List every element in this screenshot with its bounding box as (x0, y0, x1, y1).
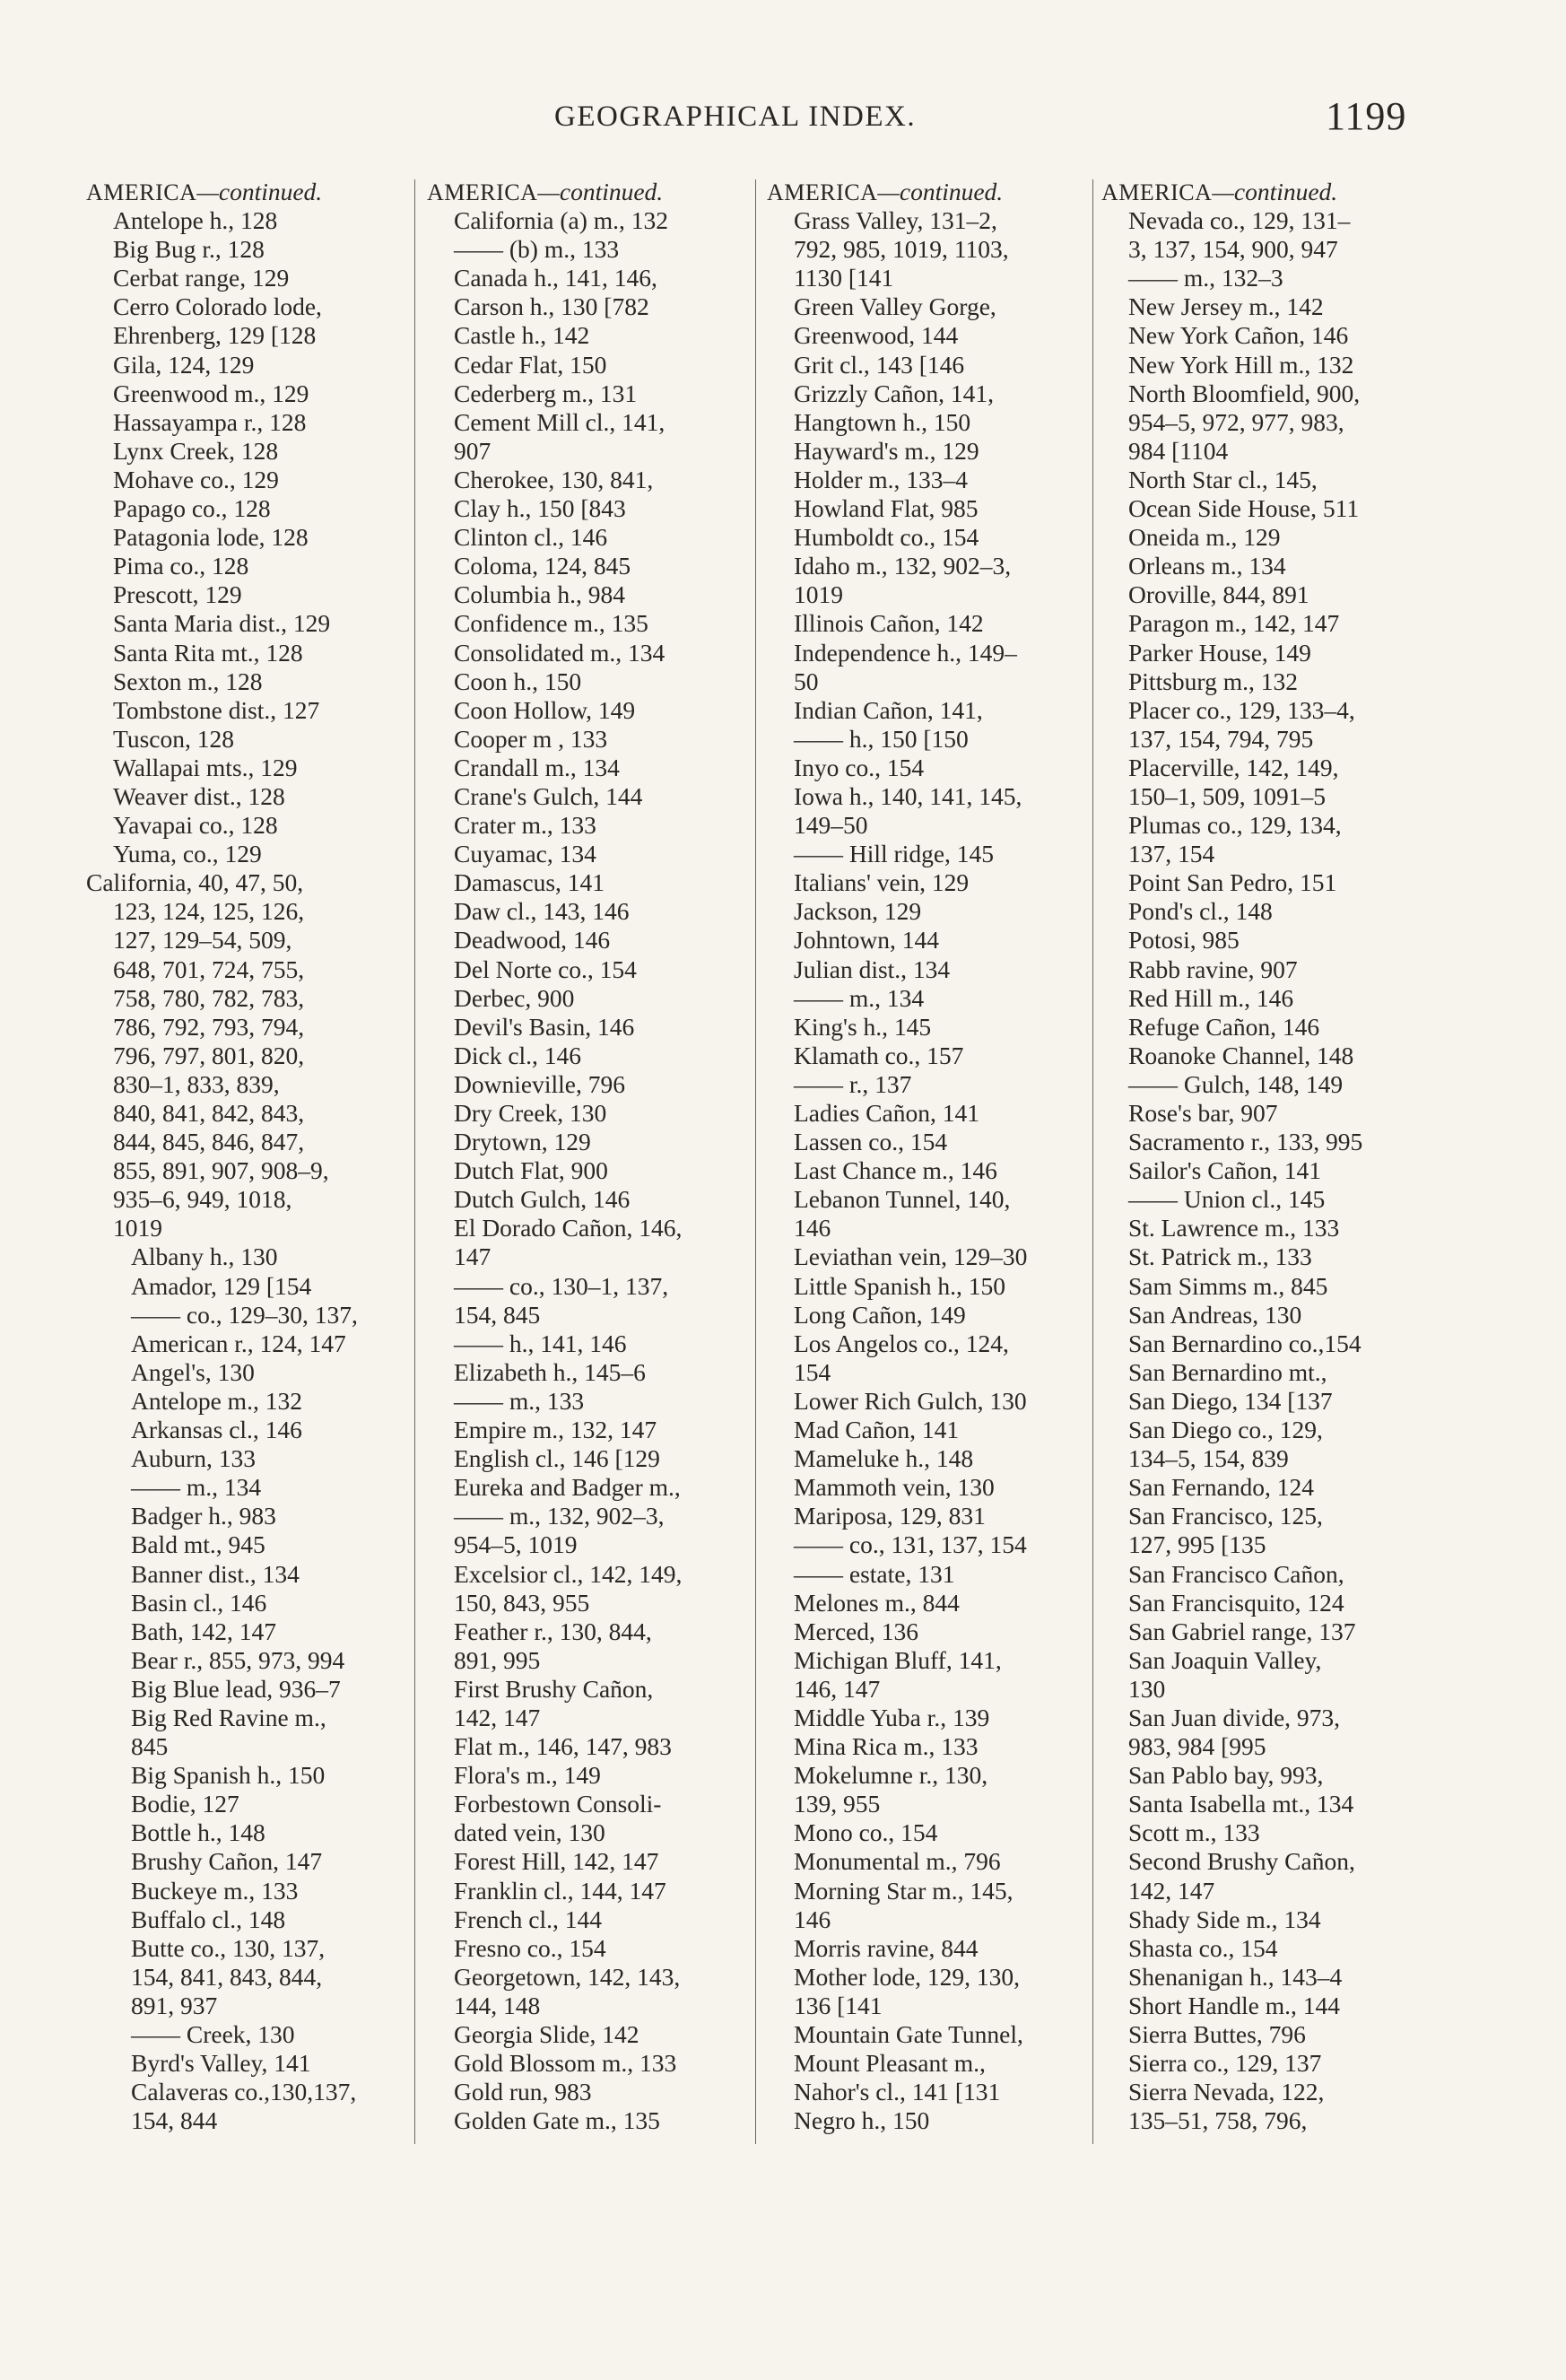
index-entry: 954–5, 1019 (454, 1530, 578, 1559)
index-entry: Sexton m., 128 (113, 667, 263, 695)
index-entry: Antelope m., 132 (131, 1386, 302, 1415)
index-entry: Johntown, 144 (794, 926, 939, 955)
index-entry: —— m., 132–3 (1128, 264, 1283, 292)
index-entry: San Andreas, 130 (1128, 1300, 1302, 1329)
index-entry: 139, 955 (794, 1790, 881, 1818)
index-entry: Santa Rita mt., 128 (113, 638, 303, 667)
index-entry: —— co., 130–1, 137, (454, 1271, 669, 1300)
continued-label: —continued. (877, 178, 1004, 205)
index-entry: Mother lode, 129, 130, (794, 1962, 1021, 1991)
index-entry: 648, 701, 724, 755, (113, 955, 305, 983)
index-entry: Gila, 124, 129 (113, 350, 255, 379)
index-entry: California, 40, 47, 50, (86, 868, 304, 897)
index-entry: Derbec, 900 (454, 983, 575, 1012)
index-entry: Sailor's Cañon, 141 (1128, 1156, 1322, 1185)
index-entry: Crater m., 133 (454, 811, 596, 840)
index-entry: Potosi, 985 (1128, 926, 1240, 955)
index-entry: Italians' vein, 129 (794, 868, 970, 897)
index-entry: 142, 147 (1128, 1876, 1215, 1905)
index-entry: Eureka and Badger m., (454, 1473, 681, 1502)
index-entry: 984 [1104 (1128, 436, 1229, 465)
index-entry: 855, 891, 907, 908–9, (113, 1156, 329, 1185)
index-entry: Sacramento r., 133, 995 (1128, 1128, 1363, 1156)
index-entry: Idaho m., 132, 902–3, (794, 552, 1012, 580)
index-entry: Mariposa, 129, 831 (794, 1502, 986, 1530)
index-entry: Buckeye m., 133 (131, 1876, 299, 1905)
index-entry: Albany h., 130 (131, 1242, 278, 1271)
index-entry: —— m., 134 (131, 1473, 262, 1502)
index-entry: San Juan divide, 973, (1128, 1703, 1341, 1731)
index-entry: Long Cañon, 149 (794, 1300, 966, 1329)
index-entry: Bottle h., 148 (131, 1818, 265, 1847)
index-entry: Flat m., 146, 147, 983 (454, 1732, 672, 1761)
index-entry: Red Hill m., 146 (1128, 983, 1294, 1012)
index-entry: 1019 (113, 1214, 162, 1242)
index-entry: New York Cañon, 146 (1128, 321, 1349, 350)
index-entry: 150, 843, 955 (454, 1588, 590, 1617)
index-entry: 3, 137, 154, 900, 947 (1128, 235, 1338, 264)
index-entry: Downieville, 796 (454, 1069, 625, 1098)
index-entry: Rabb ravine, 907 (1128, 955, 1298, 983)
index-entry: Lassen co., 154 (794, 1128, 948, 1156)
index-entry: Antelope h., 128 (113, 206, 278, 235)
index-entry: Pittsburg m., 132 (1128, 667, 1298, 695)
index-entry: Plumas co., 129, 134, (1128, 811, 1342, 840)
index-entry: Orleans m., 134 (1128, 552, 1286, 580)
index-entry: Los Angelos co., 124, (794, 1329, 1009, 1357)
index-entry: —— Union cl., 145 (1128, 1185, 1326, 1214)
index-entry: Clay h., 150 [843 (454, 494, 626, 523)
index-entry: Klamath co., 157 (794, 1041, 964, 1069)
index-entry: 1130 [141 (794, 264, 894, 292)
index-entry: —— r., 137 (794, 1069, 912, 1098)
index-entry: Tuscon, 128 (113, 724, 234, 753)
index-entry: Melones m., 844 (794, 1588, 960, 1617)
index-entry: Calaveras co.,130,137, (131, 2078, 357, 2106)
index-entry: —— m., 134 (794, 983, 925, 1012)
index-entry: Hassayampa r., 128 (113, 407, 307, 436)
index-column-2 (427, 178, 750, 2135)
index-entry: Short Handle m., 144 (1128, 1991, 1341, 2019)
index-entry: Butte co., 130, 137, (131, 1933, 326, 1962)
index-entry: Empire m., 132, 147 (454, 1416, 657, 1444)
index-entry: Pima co., 128 (113, 552, 249, 580)
index-entry: King's h., 145 (794, 1012, 932, 1041)
index-entry: Lebanon Tunnel, 140, (794, 1185, 1011, 1214)
index-entry: El Dorado Cañon, 146, (454, 1214, 683, 1242)
index-entry: Coon h., 150 (454, 667, 582, 695)
continued-label: —continued. (196, 178, 323, 205)
index-entry: Drytown, 129 (454, 1128, 591, 1156)
index-entry: Cedar Flat, 150 (454, 350, 607, 379)
continued-label: —continued. (537, 178, 664, 205)
index-entry: Cuyamac, 134 (454, 840, 596, 868)
index-entry: Negro h., 150 (794, 2106, 930, 2135)
index-entry: Crandall m., 134 (454, 753, 620, 781)
index-entry: 891, 995 (454, 1645, 541, 1674)
index-entry: Paragon m., 142, 147 (1128, 609, 1340, 638)
index-column-3 (767, 178, 1090, 2135)
index-entry: Refuge Cañon, 146 (1128, 1012, 1320, 1041)
index-entry: Sierra Buttes, 796 (1128, 2020, 1306, 2048)
index-entry: 154, 845 (454, 1300, 541, 1329)
index-entry: —— Creek, 130 (131, 2020, 295, 2048)
index-entry: Morris ravine, 844 (794, 1933, 979, 1962)
index-entry: —— m., 133 (454, 1386, 585, 1415)
index-entry: Michigan Bluff, 141, (794, 1645, 1002, 1674)
index-entry: Confidence m., 135 (454, 609, 648, 638)
index-entry: Angel's, 130 (131, 1357, 255, 1386)
column-rule (414, 179, 415, 2144)
index-entry: Roanoke Channel, 148 (1128, 1041, 1354, 1069)
index-entry: Big Red Ravine m., (131, 1703, 326, 1731)
index-entry: Amador, 129 [154 (131, 1271, 312, 1300)
index-entry: 154, 841, 843, 844, (131, 1962, 323, 1991)
index-entry: Basin cl., 146 (131, 1588, 267, 1617)
index-entry: Prescott, 129 (113, 580, 242, 609)
index-entry: Big Bug r., 128 (113, 235, 265, 264)
index-entry: Weaver dist., 128 (113, 781, 285, 810)
column-rule (755, 179, 756, 2144)
index-entry: New Jersey m., 142 (1128, 292, 1324, 321)
index-entry: Forbestown Consoli- (454, 1790, 662, 1818)
index-entry: 907 (454, 436, 492, 465)
index-entry: Cooper m , 133 (454, 724, 608, 753)
index-entry: Brushy Cañon, 147 (131, 1847, 323, 1876)
index-column-1 (86, 178, 409, 2135)
index-entry: 154, 844 (131, 2106, 218, 2135)
index-entry: Ocean Side House, 511 (1128, 494, 1360, 523)
index-entry: San Diego co., 129, (1128, 1416, 1323, 1444)
index-entry: 154 (794, 1357, 831, 1386)
index-entry: San Francisco Cañon, (1128, 1559, 1344, 1588)
index-entry: San Fernando, 124 (1128, 1473, 1314, 1502)
column-heading (1101, 178, 1424, 206)
index-entry: Mina Rica m., 133 (794, 1732, 979, 1761)
index-entry: Cherokee, 130, 841, (454, 465, 654, 493)
index-entry: Oroville, 844, 891 (1128, 580, 1309, 609)
index-entry: Canada h., 141, 146, (454, 264, 657, 292)
index-entry: Yuma, co., 129 (113, 840, 262, 868)
index-entry: Columbia h., 984 (454, 580, 625, 609)
index-entry: Dick cl., 146 (454, 1041, 582, 1069)
index-entry: 142, 147 (454, 1703, 541, 1731)
column-heading (427, 178, 750, 206)
index-entry: Mameluke h., 148 (794, 1444, 974, 1473)
index-entry: Damascus, 141 (454, 868, 605, 897)
index-entry: Castle h., 142 (454, 321, 590, 350)
index-entry: St. Lawrence m., 133 (1128, 1214, 1340, 1242)
index-entry: Mount Pleasant m., (794, 2049, 986, 2078)
index-entry: Ladies Cañon, 141 (794, 1099, 979, 1127)
index-entry: Shasta co., 154 (1128, 1933, 1278, 1962)
index-entry: 130 (1128, 1674, 1166, 1703)
index-entry: Mohave co., 129 (113, 465, 279, 493)
index-entry: Patagonia lode, 128 (113, 523, 309, 552)
index-entry: Georgetown, 142, 143, (454, 1962, 681, 1991)
index-entry: San Joaquin Valley, (1128, 1645, 1322, 1674)
heading-label: AMERICA (427, 179, 538, 205)
column-heading (767, 178, 1090, 206)
index-entry: 150–1, 509, 1091–5 (1128, 781, 1326, 810)
index-entry: —— estate, 131 (794, 1559, 955, 1588)
index-entry: 144, 148 (454, 1991, 541, 2019)
index-entry: Wallapai mts., 129 (113, 753, 298, 781)
index-entry: Hangtown h., 150 (794, 407, 971, 436)
index-entry: North Bloomfield, 900, (1128, 379, 1361, 407)
index-entry: Scott m., 133 (1128, 1818, 1260, 1847)
index-entry: 840, 841, 842, 843, (113, 1099, 305, 1127)
index-entry: Tombstone dist., 127 (113, 695, 320, 724)
index-entry: Cerro Colorado lode, (113, 292, 322, 321)
index-entry: —— m., 132, 902–3, (454, 1502, 665, 1530)
index-entry: Consolidated m., 134 (454, 638, 666, 667)
index-entry: Mammoth vein, 130 (794, 1473, 995, 1502)
index-entry: American r., 124, 147 (131, 1329, 346, 1357)
index-entry: Parker House, 149 (1128, 638, 1311, 667)
index-entry: Lower Rich Gulch, 130 (794, 1386, 1027, 1415)
index-entry: Papago co., 128 (113, 494, 271, 523)
continued-label: —continued. (1212, 178, 1338, 205)
index-entry: Cement Mill cl., 141, (454, 407, 666, 436)
index-entry: 137, 154 (1128, 840, 1215, 868)
index-entry: Grizzly Cañon, 141, (794, 379, 995, 407)
index-entry: Mad Cañon, 141 (794, 1416, 960, 1444)
index-entry: 123, 124, 125, 126, (113, 897, 305, 926)
page-number: 1199 (1326, 94, 1407, 138)
index-entry: French cl., 144 (454, 1905, 602, 1933)
index-entry: 954–5, 972, 977, 983, (1128, 407, 1344, 436)
index-entry: Santa Isabella mt., 134 (1128, 1790, 1354, 1818)
index-entry: 845 (131, 1732, 169, 1761)
index-entry: Coon Hollow, 149 (454, 695, 636, 724)
index-entry: English cl., 146 [129 (454, 1444, 660, 1473)
index-entry: St. Patrick m., 133 (1128, 1242, 1312, 1271)
index-entry: —— h., 150 [150 (794, 724, 969, 753)
page-header (0, 93, 1566, 147)
index-entry: —— (b) m., 133 (454, 235, 620, 264)
index-entry: Mokelumne r., 130, (794, 1761, 988, 1790)
index-entry: Inyo co., 154 (794, 753, 925, 781)
index-entry: Del Norte co., 154 (454, 955, 637, 983)
index-entry: Bald mt., 945 (131, 1530, 265, 1559)
index-entry: 796, 797, 801, 820, (113, 1041, 305, 1069)
index-entry: Deadwood, 146 (454, 926, 611, 955)
index-entry: Bodie, 127 (131, 1790, 239, 1818)
index-entry: 146 (794, 1905, 831, 1933)
index-entry: Devil's Basin, 146 (454, 1012, 635, 1041)
index-entry: San Pablo bay, 993, (1128, 1761, 1324, 1790)
index-entry: 134–5, 154, 839 (1128, 1444, 1289, 1473)
index-entry: Fresno co., 154 (454, 1933, 606, 1962)
index-entry: 935–6, 949, 1018, (113, 1185, 292, 1214)
index-entry: Holder m., 133–4 (794, 465, 969, 493)
index-entry: 844, 845, 846, 847, (113, 1128, 305, 1156)
index-entry: Shady Side m., 134 (1128, 1905, 1321, 1933)
index-entry: San Gabriel range, 137 (1128, 1617, 1356, 1645)
index-entry: Georgia Slide, 142 (454, 2020, 639, 2048)
index-entry: Monumental m., 796 (794, 1847, 1001, 1876)
heading-label: AMERICA (767, 179, 878, 205)
index-entry: California (a) m., 132 (454, 206, 669, 235)
index-entry: Ehrenberg, 129 [128 (113, 321, 317, 350)
index-entry: Independence h., 149– (794, 638, 1017, 667)
index-entry: —— h., 141, 146 (454, 1329, 627, 1357)
index-entry: Golden Gate m., 135 (454, 2106, 660, 2135)
index-entry: Middle Yuba r., 139 (794, 1703, 990, 1731)
index-entry: Dutch Flat, 900 (454, 1156, 608, 1185)
index-entry: Little Spanish h., 150 (794, 1271, 1006, 1300)
index-entry: Gold Blossom m., 133 (454, 2049, 677, 2078)
index-entry: Jackson, 129 (794, 897, 922, 926)
index-entry: San Francisco, 125, (1128, 1502, 1323, 1530)
index-entry: Byrd's Valley, 141 (131, 2049, 311, 2078)
index-entry: Banner dist., 134 (131, 1559, 300, 1588)
heading-label: AMERICA (1101, 179, 1213, 205)
index-entry: San Bernardino mt., (1128, 1357, 1327, 1386)
index-entry: Greenwood m., 129 (113, 379, 309, 407)
column-heading (86, 178, 409, 206)
index-entry: Excelsior cl., 142, 149, (454, 1559, 683, 1588)
index-entry: Clinton cl., 146 (454, 523, 608, 552)
index-entry: Crane's Gulch, 144 (454, 781, 643, 810)
index-entry: Franklin cl., 144, 147 (454, 1876, 666, 1905)
index-entry: Bath, 142, 147 (131, 1617, 276, 1645)
index-entry: 127, 995 [135 (1128, 1530, 1266, 1559)
index-entry: —— co., 131, 137, 154 (794, 1530, 1027, 1559)
index-entry: Cerbat range, 129 (113, 264, 290, 292)
index-entry: Grit cl., 143 [146 (794, 350, 965, 379)
index-entry: 137, 154, 794, 795 (1128, 724, 1314, 753)
index-entry: 50 (794, 667, 819, 695)
index-entry: Big Spanish h., 150 (131, 1761, 326, 1790)
index-entry: 146, 147 (794, 1674, 881, 1703)
index-entry: 127, 129–54, 509, (113, 926, 292, 955)
running-title: GEOGRAPHICAL INDEX. (554, 100, 917, 133)
index-entry: 792, 985, 1019, 1103, (794, 235, 1009, 264)
index-entry: Bear r., 855, 973, 994 (131, 1645, 345, 1674)
index-entry: Carson h., 130 [782 (454, 292, 649, 321)
index-entry: 830–1, 833, 839, (113, 1069, 280, 1098)
index-entry: Merced, 136 (794, 1617, 918, 1645)
index-entry: Lynx Creek, 128 (113, 436, 279, 465)
index-entry: Howland Flat, 985 (794, 494, 979, 523)
index-entry: Gold run, 983 (454, 2078, 592, 2106)
index-entry: Morning Star m., 145, (794, 1876, 1014, 1905)
index-entry: Sierra co., 129, 137 (1128, 2049, 1322, 2078)
index-entry: Pond's cl., 148 (1128, 897, 1273, 926)
index-entry: North Star cl., 145, (1128, 465, 1318, 493)
index-entry: Grass Valley, 131–2, (794, 206, 997, 235)
index-entry: First Brushy Cañon, (454, 1674, 654, 1703)
index-entry: Daw cl., 143, 146 (454, 897, 630, 926)
index-entry: Julian dist., 134 (794, 955, 951, 983)
index-entry: dated vein, 130 (454, 1818, 605, 1847)
index-entry: Placer co., 129, 133–4, (1128, 695, 1355, 724)
index-entry: Arkansas cl., 146 (131, 1416, 302, 1444)
index-entry: Leviathan vein, 129–30 (794, 1242, 1028, 1271)
index-entry: Hayward's m., 129 (794, 436, 979, 465)
index-entry: Indian Cañon, 141, (794, 695, 983, 724)
index-entry: Second Brushy Cañon, (1128, 1847, 1355, 1876)
index-entry: Humboldt co., 154 (794, 523, 979, 552)
index-entry: Shenanigan h., 143–4 (1128, 1962, 1343, 1991)
index-entry: Oneida m., 129 (1128, 523, 1281, 552)
index-entry: Greenwood, 144 (794, 321, 959, 350)
index-entry: Dutch Gulch, 146 (454, 1185, 631, 1214)
index-entry: Sierra Nevada, 122, (1128, 2078, 1325, 2106)
index-entry: 983, 984 [995 (1128, 1732, 1266, 1761)
index-entry: Point San Pedro, 151 (1128, 868, 1337, 897)
index-entry: Elizabeth h., 145–6 (454, 1357, 646, 1386)
index-entry: Santa Maria dist., 129 (113, 609, 331, 638)
index-entry: —— Gulch, 148, 149 (1128, 1069, 1344, 1098)
index-entry: Mono co., 154 (794, 1818, 938, 1847)
index-entry: Rose's bar, 907 (1128, 1099, 1278, 1127)
index-entry: Coloma, 124, 845 (454, 552, 631, 580)
index-entry: Auburn, 133 (131, 1444, 257, 1473)
index-entry: Feather r., 130, 844, (454, 1617, 652, 1645)
index-entry: Flora's m., 149 (454, 1761, 601, 1790)
index-entry: Illinois Cañon, 142 (794, 609, 984, 638)
index-entry: Buffalo cl., 148 (131, 1905, 286, 1933)
index-entry: Iowa h., 140, 141, 145, (794, 781, 1022, 810)
index-entry: 135–51, 758, 796, (1128, 2106, 1308, 2135)
index-entry: Placerville, 142, 149, (1128, 753, 1339, 781)
index-entry: 758, 780, 782, 783, (113, 983, 305, 1012)
index-entry: 149–50 (794, 811, 868, 840)
index-entry: San Bernardino co.,154 (1128, 1329, 1362, 1357)
index-entry: 147 (454, 1242, 492, 1271)
index-entry: Mountain Gate Tunnel, (794, 2020, 1023, 2048)
index-entry: 891, 937 (131, 1991, 218, 2019)
index-entry: Big Blue lead, 936–7 (131, 1674, 341, 1703)
index-entry: San Francisquito, 124 (1128, 1588, 1344, 1617)
index-entry: Nahor's cl., 141 [131 (794, 2078, 1001, 2106)
index-column-4 (1101, 178, 1424, 2135)
index-entry: Green Valley Gorge, (794, 292, 996, 321)
index-entry: 1019 (794, 580, 843, 609)
index-entry: New York Hill m., 132 (1128, 350, 1354, 379)
heading-label: AMERICA (86, 179, 197, 205)
index-entry: Nevada co., 129, 131– (1128, 206, 1351, 235)
column-rule (1092, 179, 1093, 2144)
index-entry: —— Hill ridge, 145 (794, 840, 995, 868)
index-entry: Dry Creek, 130 (454, 1099, 607, 1127)
index-entry: Badger h., 983 (131, 1502, 276, 1530)
index-entry: Last Chance m., 146 (794, 1156, 997, 1185)
index-entry: Sam Simms m., 845 (1128, 1271, 1328, 1300)
index-entry: Yavapai co., 128 (113, 811, 278, 840)
index-entry: 146 (794, 1214, 831, 1242)
index-entry: —— co., 129–30, 137, (131, 1300, 358, 1329)
index-entry: Cederberg m., 131 (454, 379, 638, 407)
index-entry: San Diego, 134 [137 (1128, 1386, 1333, 1415)
index-entry: 136 [141 (794, 1991, 883, 2019)
index-entry: 786, 792, 793, 794, (113, 1012, 305, 1041)
index-entry: Forest Hill, 142, 147 (454, 1847, 659, 1876)
